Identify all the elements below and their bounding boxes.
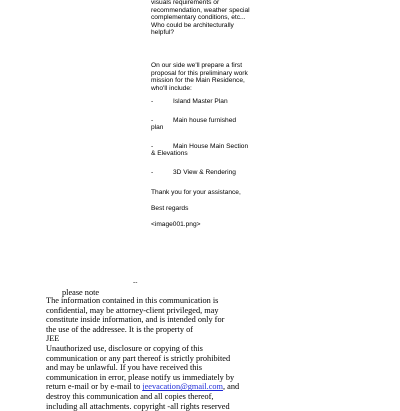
- bullet-dash: -: [151, 142, 154, 150]
- notice-line: The information contained in this communication is: [46, 296, 219, 305]
- intro-line: recommendation, weather special: [151, 6, 250, 14]
- image-placeholder: [151, 221, 301, 229]
- notice-line: confidential, may be attorney-client privileged, may: [46, 305, 219, 315]
- notice-line: constitute inside information, and is intended only for: [46, 315, 225, 325]
- intro-paragraph: [151, 0, 301, 37]
- bullet-text: Main House Main Section: [173, 142, 249, 150]
- bullet-item: [151, 98, 301, 106]
- proposal-paragraph: [151, 62, 301, 92]
- bullet-dash: -: [151, 98, 154, 105]
- email-link[interactable]: jeevacation@gmail.com: [142, 382, 223, 392]
- bullet-text: Island Master Plan: [173, 98, 228, 105]
- bullet-item: [151, 143, 301, 158]
- bullet-item: [151, 169, 301, 177]
- signature-separator: --: [133, 279, 138, 286]
- bullet-dash: -: [151, 168, 154, 176]
- please-note-label: please note: [62, 288, 100, 297]
- intro-line: helpful?: [151, 29, 175, 37]
- notice-line: communication or any part thereof is strictly prohibited: [46, 353, 231, 363]
- bullet-item: [151, 117, 301, 132]
- bullet-text: 3D View & Rendering: [173, 168, 236, 176]
- intro-line: Who could be architecturally: [151, 21, 234, 29]
- notice-line: Unauthorized use, disclosure or copying of this: [46, 343, 203, 353]
- regards-line: [151, 205, 301, 213]
- notice-line: JEE: [46, 334, 60, 344]
- notice-line: including all attachments. copyright -all rights reserved: [46, 401, 230, 411]
- bullet-list: [151, 98, 301, 177]
- notice-line: the use of the addressee. It is the property of: [46, 324, 193, 334]
- bullet-continuation: & Elevations: [151, 150, 188, 158]
- intro-line: complementary conditions, etc...: [151, 14, 246, 22]
- proposal-line: mission for the Main Residence,: [151, 77, 245, 85]
- bullet-continuation: plan: [151, 124, 164, 132]
- thanks-line: [151, 189, 301, 197]
- bullet-dash: -: [151, 116, 154, 124]
- notice-email-after: , and: [222, 382, 240, 392]
- legal-notice: [46, 296, 346, 411]
- bullet-text: Main house furnished: [173, 116, 237, 124]
- thanks-text: Thank you for your assistance,: [151, 189, 241, 196]
- notice-line: communication in error, please notify us immediately by: [46, 372, 235, 382]
- proposal-line: On our side we'll prepare a first: [151, 62, 243, 69]
- proposal-line: proposal for this preliminary work: [151, 69, 248, 77]
- image-placeholder-text: <image001.png>: [151, 221, 201, 228]
- notice-email-line: [46, 382, 346, 392]
- regards-text: Best regards: [151, 205, 189, 212]
- notice-email-before: return e-mail or by e-mail to: [46, 382, 143, 392]
- notice-line: destroy this communication and all copies thereof,: [46, 391, 214, 401]
- proposal-line: who'll include:: [151, 84, 192, 92]
- notice-line: and may be unlawful. If you have received this: [46, 363, 202, 373]
- intro-line: visuals requirements or: [151, 0, 220, 6]
